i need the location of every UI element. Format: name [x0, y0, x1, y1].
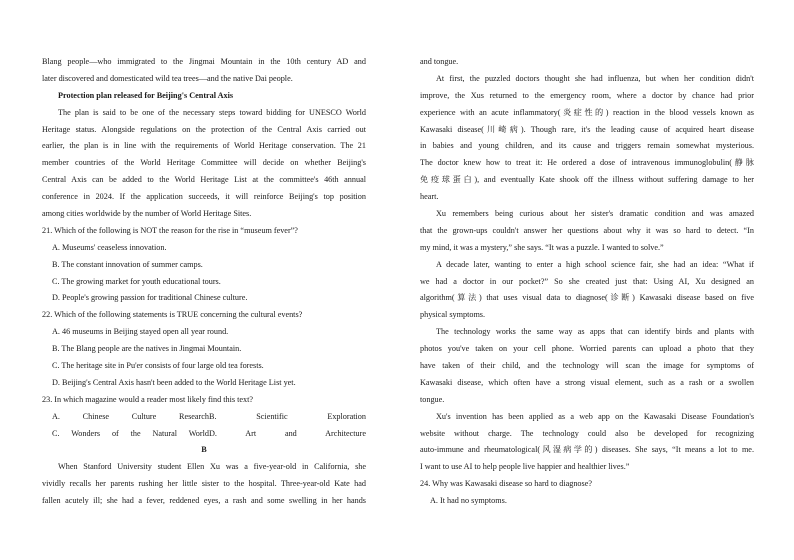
text-line: in babies and young children, and its cause and triggers remain somewhat mysterious.	[420, 141, 754, 151]
text-line: At first, the puzzled doctors thought she had influenza, but when her condition didn't	[436, 73, 754, 83]
text-line: The doctor knew how to treat it: He ordered a dose of intravenous immunoglobulin(静脉	[420, 158, 754, 168]
option-21c: C. The growing market for youth educational tours.	[52, 276, 221, 286]
text-line: The plan is said to be one of the necessary steps toward bidding for UNESCO World	[58, 107, 366, 117]
question-21: 21. Which of the following is NOT the reason for the rise in “museum fever”?	[42, 225, 298, 235]
option-23a: A. Chinese Culture Research	[52, 411, 209, 421]
option-22b: B. The Blang people are the natives in Jingmai Mountain.	[52, 344, 242, 354]
text-line: photos you've taken on your cell phone. Worried parents can upload a photo that they	[420, 344, 754, 354]
section-heading: Protection plan released for Beijing's Central Axis	[58, 90, 234, 100]
option-24a: A. It had no symptoms.	[430, 496, 507, 506]
text-line: physical symptoms.	[420, 310, 486, 320]
text-line: fallen acutely ill; she had a fever, reddened eyes, a rash and some swelling in her hands	[42, 496, 366, 506]
text-line: later discovered and domesticated wild tea trees—and the native Dai people.	[42, 73, 293, 83]
text-line: When Stanford University student Ellen Xu was a five-year-old in California, she	[58, 462, 366, 472]
text-line: algorithm(算法) that uses visual data to diagnose(诊断) Kawasaki disease based on five	[420, 293, 754, 303]
text-line: heart.	[420, 192, 439, 202]
text-line: 免疫球蛋白), and eventually Kate shook off the illness without suffering damage to her	[420, 175, 754, 185]
text-line: The technology works the same way as apps that can identify birds and plants with	[436, 327, 754, 337]
text-line: we had a doctor in our pocket?” So she created just that: Using AI, Xu designed an	[420, 276, 754, 286]
question-24: 24. Why was Kawasaki disease so hard to diagnose?	[420, 479, 592, 489]
question-22: 22. Which of the following statements is TRUE concerning the cultural events?	[42, 310, 303, 320]
text-line: auto-immune and rheumatological(风湿病学的) diseases. She says, “It means a lot to me.	[420, 445, 754, 455]
text-line: have taken of their child, and the technology will scan the image for symptoms of	[420, 361, 754, 371]
text-line: my mind, it was a mystery,” she says. “It was a puzzle. I wanted to solve.”	[420, 242, 664, 252]
text-line: conference in 2024. If the application succeeds, it will reinforce Beijing's top position	[42, 192, 366, 202]
section-b-label: B	[201, 445, 207, 455]
option-21d: D. People's growing passion for traditional Chinese culture.	[52, 293, 248, 303]
text-line: I want to use AI to help people live happier and healthier lives.”	[420, 462, 630, 472]
text-line: A decade later, wanting to enter a high school science fair, she had an idea: “What if	[436, 259, 754, 269]
text-line: Heritage status. Alongside regulations on the protection of the Central Axis carried out	[42, 124, 366, 134]
text-line: earlier, the plan is in line with the requirements of World Heritage conservation. The 21	[42, 141, 366, 151]
question-23: 23. In which magazine would a reader most likely find this text?	[42, 394, 253, 404]
text-line: Xu remembers being curious about her sister's dramatic condition and was amazed	[436, 209, 754, 219]
option-23c: C. Wonders of the Natural World	[52, 428, 209, 438]
text-line: tongue.	[420, 394, 445, 404]
text-line: Kawasaki disease, which often have a strong visual element, such as a rash or a swollen	[420, 377, 754, 387]
text-line: improve, the Xus returned to the emergency room, where a doctor by chance had prior	[420, 90, 754, 100]
option-23d: D. Art and Architecture	[209, 428, 366, 438]
left-column	[42, 54, 366, 510]
text-line: among cities worldwide by the number of World Heritage Sites.	[42, 209, 252, 219]
text-line: experience with an acute inflammatory(炎症性的) reaction in the blood vessels known as	[420, 107, 754, 117]
text-line: Kawasaki disease(川崎病). Though rare, it's the leading cause of acquired heart disease	[420, 124, 754, 134]
options-23-row1	[42, 409, 366, 426]
text-line: that the grown-ups couldn't answer her questions about why it was so hard to detect. “In	[420, 225, 754, 235]
text-line: Central Axis can be added to the World Heritage List at the committee's 46th annual	[42, 175, 366, 185]
options-23-row2	[42, 426, 366, 443]
option-22a: A. 46 museums in Beijing stayed open all year round.	[52, 327, 229, 337]
text-line: and tongue.	[420, 57, 459, 66]
text-line: Blang people—who immigrated to the Jingmai Mountain in the 10th century AD and	[42, 57, 366, 66]
option-23b: B. Scientific Exploration	[209, 411, 366, 421]
option-21a: A. Museums' ceaseless innovation.	[52, 242, 167, 252]
right-column	[420, 54, 754, 510]
option-21b: B. The constant innovation of summer camps.	[52, 259, 203, 269]
text-line: vividly recalls her parents rushing her little sister to the hospital. Three-year-old Kate had	[42, 479, 366, 489]
text-line: member countries of the World Heritage Committee will decide on whether Beijing's	[42, 158, 366, 168]
text-line: website without charge. The technology could also be developed for recognizing	[420, 428, 754, 438]
option-22d: D. Beijing's Central Axis hasn't been added to the World Heritage List yet.	[52, 377, 296, 387]
option-22c: C. The heritage site in Pu'er consists of four large old tea forests.	[52, 361, 264, 371]
text-line: Xu's invention has been applied as a web app on the Kawasaki Disease Foundation's	[436, 411, 754, 421]
